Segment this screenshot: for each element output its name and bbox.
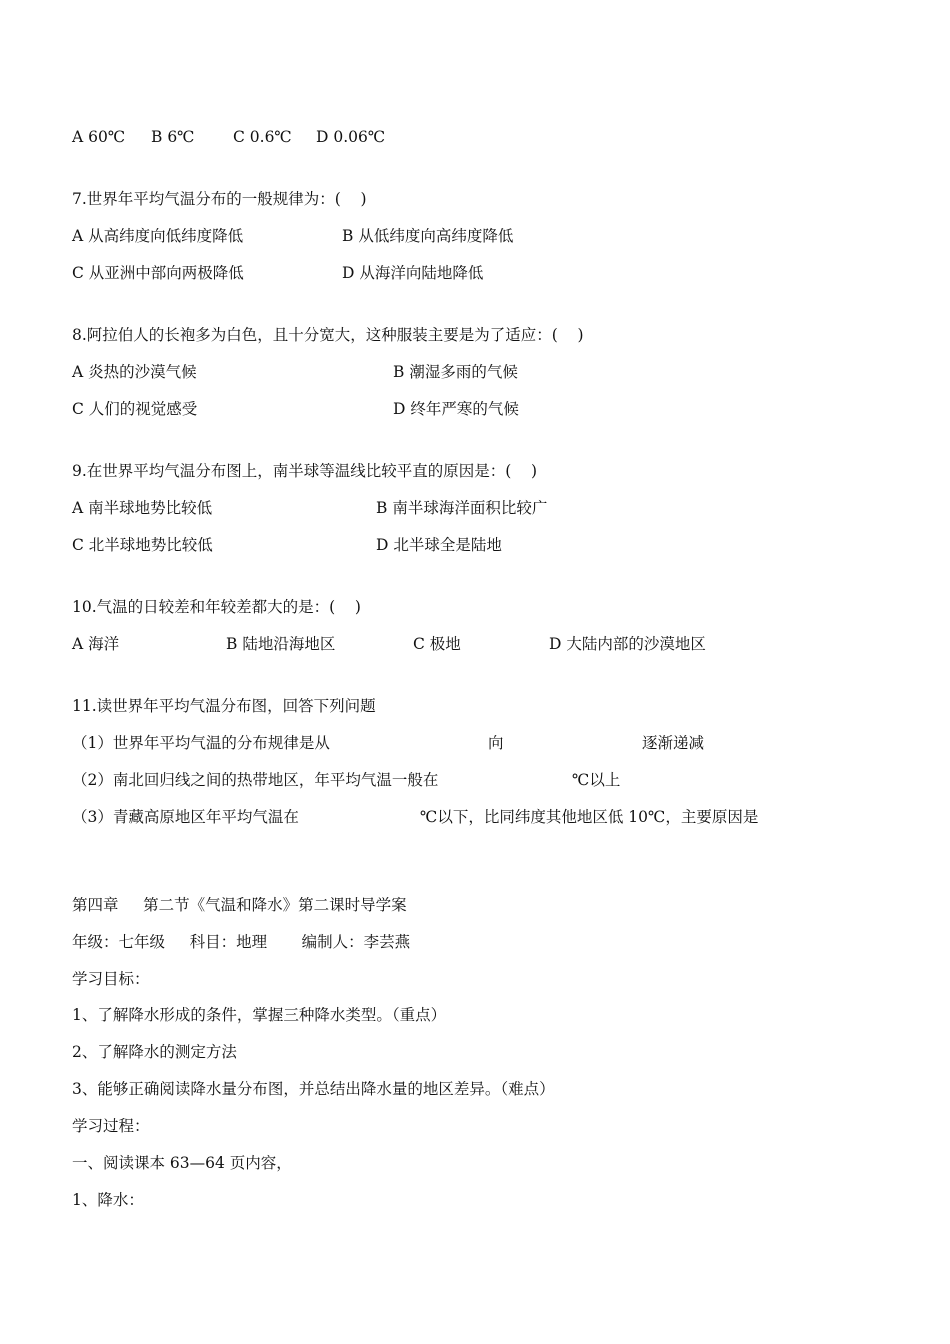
lesson-meta: 年级：七年级 科目：地理 编制人：李芸燕	[72, 933, 411, 951]
q8-option-a: A 炎热的沙漠气候	[72, 363, 197, 381]
q10-option-b: B 陆地沿海地区	[226, 635, 336, 653]
q9-option-a: A 南半球地势比较低	[72, 499, 213, 517]
q11-sub2-end: ℃以上	[572, 771, 621, 789]
q6-option-b: B 6℃	[151, 128, 195, 146]
q11-sub1-to: 向	[488, 734, 504, 752]
q8-option-b: B 潮湿多雨的气候	[393, 363, 518, 381]
q7-option-b: B 从低纬度向高纬度降低	[342, 227, 514, 245]
process-heading: 学习过程：	[72, 1117, 150, 1135]
q9-option-d: D 北半球全是陆地	[376, 536, 502, 554]
q7-stem: 7.世界年平均气温分布的一般规律为：( )	[72, 190, 367, 208]
q6-option-c: C 0.6℃	[233, 128, 292, 146]
q9-option-c: C 北半球地势比较低	[72, 536, 213, 554]
q11-sub2-text: （2）南北回归线之间的热带地区，年平均气温一般在	[72, 771, 439, 789]
q6-option-d: D 0.06℃	[316, 128, 386, 146]
q11-sub3-end: ℃以下，比同纬度其他地区低 10℃，主要原因是	[420, 808, 759, 826]
q7-option-a: A 从高纬度向低纬度降低	[72, 227, 244, 245]
process-step: 一、阅读课本 63—64 页内容，	[72, 1154, 292, 1172]
q6-option-a: A 60℃	[72, 128, 126, 146]
q10-stem: 10.气温的日较差和年较差都大的是：( )	[72, 598, 361, 616]
goals-heading: 学习目标：	[72, 970, 150, 988]
q7-option-c: C 从亚洲中部向两极降低	[72, 264, 244, 282]
q8-option-d: D 终年严寒的气候	[393, 400, 519, 418]
q11-stem: 11.读世界年平均气温分布图，回答下列问题	[72, 697, 376, 715]
goal-item: 2、了解降水的测定方法	[72, 1043, 237, 1061]
q9-option-b: B 南半球海洋面积比较广	[376, 499, 548, 517]
q11-sub1-end: 逐渐递减	[642, 734, 705, 752]
q11-sub3-text: （3）青藏高原地区年平均气温在	[72, 808, 299, 826]
q9-stem: 9.在世界平均气温分布图上，南半球等温线比较平直的原因是：( )	[72, 462, 538, 480]
q7-option-d: D 从海洋向陆地降低	[342, 264, 484, 282]
q8-stem: 8.阿拉伯人的长袍多为白色，且十分宽大，这种服装主要是为了适应：( )	[72, 326, 584, 344]
goal-item: 1、了解降水形成的条件，掌握三种降水类型。（重点）	[72, 1006, 447, 1024]
lesson-title: 第四章 第二节《气温和降水》第二课时导学案	[72, 896, 407, 914]
q11-sub1-text: （1）世界年平均气温的分布规律是从	[72, 734, 330, 752]
process-item: 1、降水：	[72, 1191, 144, 1209]
q10-option-d: D 大陆内部的沙漠地区	[549, 635, 706, 653]
q8-option-c: C 人们的视觉感受	[72, 400, 198, 418]
q10-option-c: C 极地	[413, 635, 461, 653]
q10-option-a: A 海洋	[72, 635, 120, 653]
goal-item: 3、能够正确阅读降水量分布图，并总结出降水量的地区差异。（难点）	[72, 1080, 555, 1098]
